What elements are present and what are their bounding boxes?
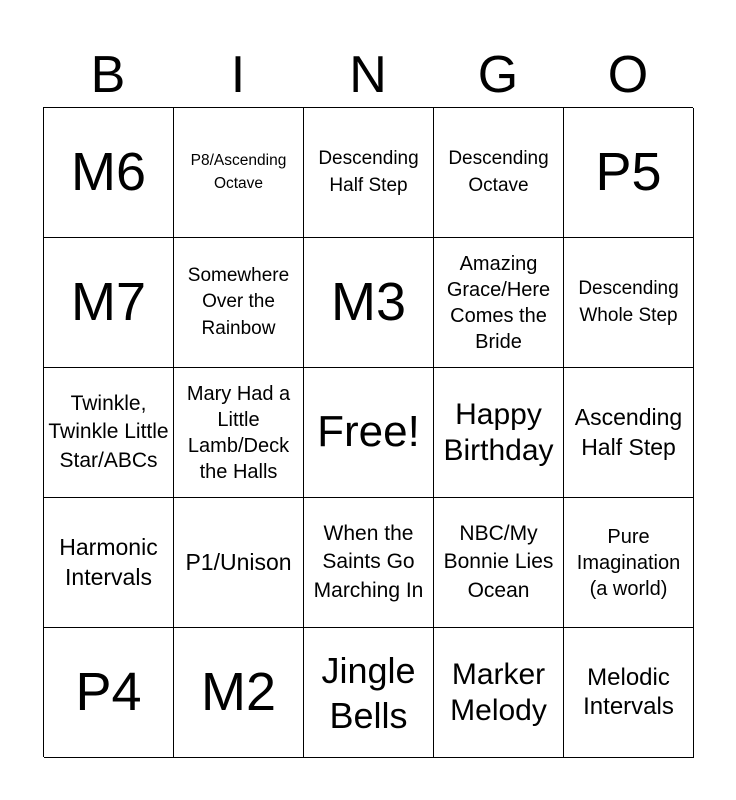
cell-label: M6 [70,141,146,202]
cell-label: Descending Whole Step [578,277,679,326]
bingo-cell-r5-c1[interactable] [44,628,174,758]
bingo-cell-r2-c5[interactable] [564,238,694,368]
cell-label: M2 [200,661,276,722]
bingo-cell-r4-c4[interactable] [434,498,564,628]
bingo-cell-r1-c3[interactable] [304,108,434,238]
bingo-cell-r3-c4[interactable] [434,368,564,498]
header-letter-g: G [477,46,519,104]
bingo-cell-r1-c5[interactable] [564,108,694,238]
header-letter-o: O [607,46,649,104]
bingo-cell-r3-c5[interactable] [564,368,694,498]
bingo-cell-r2-c2[interactable] [174,238,304,368]
cell-label: Melodic Intervals [583,663,674,720]
bingo-cell-r2-c1[interactable] [44,238,174,368]
bingo-cell-r3-c1[interactable] [44,368,174,498]
cell-label: Harmonic Intervals [59,533,158,590]
bingo-cell-r1-c4[interactable] [434,108,564,238]
cell-label: M3 [330,271,406,332]
bingo-cell-r4-c2[interactable] [174,498,304,628]
cell-label: NBC/My Bonnie Lies Ocean [443,521,554,602]
bingo-cell-r5-c2[interactable] [174,628,304,758]
cell-label: M7 [70,271,146,332]
header-letter-i: I [230,46,246,104]
cell-label: Somewhere Over the Rainbow [187,264,290,339]
cell-label: Amazing Grace/Here Comes the Bride [446,252,551,353]
bingo-cell-r1-c2[interactable] [174,108,304,238]
cell-label: Happy Birthday [443,397,554,467]
bingo-cell-r4-c3[interactable] [304,498,434,628]
bingo-cell-r4-c1[interactable] [44,498,174,628]
cell-label: Mary Had a Little Lamb/Deck the Halls [186,382,291,483]
bingo-header [43,44,693,106]
cell-label: Jingle Bells [321,649,416,736]
bingo-cell-r5-c5[interactable] [564,628,694,758]
bingo-cell-r4-c5[interactable] [564,498,694,628]
cell-label: Pure Imagination (a world) [576,525,681,600]
bingo-cell-r3-c3[interactable] [304,368,434,498]
header-letter-b: B [90,46,126,104]
cell-label: Twinkle, Twinkle Little Star/ABCs [48,391,169,472]
bingo-cell-r5-c4[interactable] [434,628,564,758]
bingo-board [43,107,693,757]
bingo-cell-r5-c3[interactable] [304,628,434,758]
bingo-cell-r2-c4[interactable] [434,238,564,368]
cell-label: Descending Octave [448,147,549,196]
bingo-cell-r1-c1[interactable] [44,108,174,238]
cell-label: Free! [317,407,420,457]
cell-label: P1/Unison [185,548,292,575]
bingo-cell-r2-c3[interactable] [304,238,434,368]
cell-label: Ascending Half Step [574,403,683,460]
cell-label: P5 [595,141,662,202]
cell-label: Descending Half Step [318,147,419,196]
cell-label: When the Saints Go Marching In [313,521,424,602]
cell-label: Marker Melody [450,657,547,727]
bingo-cell-r3-c2[interactable] [174,368,304,498]
header-letter-n: N [349,46,387,104]
cell-label: P8/Ascending Octave [190,152,287,192]
cell-label: P4 [75,661,142,722]
